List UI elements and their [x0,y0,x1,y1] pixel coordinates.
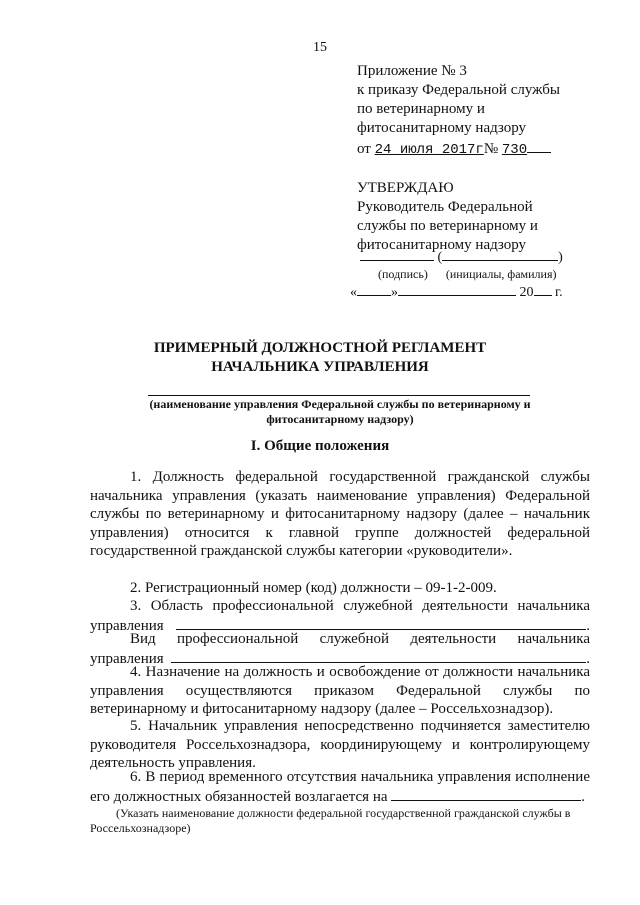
activity-area-line [176,616,586,630]
appendix-block [357,62,560,160]
month-line [398,283,516,296]
paren-open: ( [437,250,443,265]
initials-line [442,248,558,261]
quote-close: » [391,285,398,300]
activity-type-line [171,649,586,663]
order-date: 24 июля 2017г [374,142,484,158]
approval-line-3: фитосанитарному надзору [357,237,527,253]
paragraph-6-end: . [581,788,586,805]
department-caption-line-2: фитосанитарному надзору) [266,412,414,426]
year-line [534,283,552,296]
paragraph-6-text: 6. В период временного отсутствия начальника управления исполнение его должностных обязанностей возлагается на [90,769,590,805]
paragraph-2: 2. Регистрационный номер (код) должности – 09-1-2-009. [130,580,497,596]
title-line-2: НАЧАЛЬНИКА УПРАВЛЕНИЯ [211,359,429,375]
page-number: 15 [313,40,327,55]
signature-captions [348,266,598,283]
department-caption-line-1: (наименование управления Федеральной службы по ветеринарному и [149,397,531,411]
department-fill-line [148,395,530,396]
paragraph-3b-end: . [586,650,590,667]
paragraph-5: 5. Начальник управления непосредственно подчиняется заместителю руководителя Россельхознадзора, координирующему и контролирующему деятельность управления. [90,718,590,771]
document-title [0,339,640,377]
paragraph-4: 4. Назначение на должность и освобождение от должности начальника управления осуществляются приказом Федеральной службы по ветеринарному и фитосанитарному надзору (далее – Россельхознадзор). [90,664,590,717]
order-number-underline [527,138,551,153]
approval-line-1: Руководитель Федеральной [357,199,533,215]
approval-heading: УТВЕРЖДАЮ [357,180,454,196]
paragraph-1: 1. Должность федеральной государственной гражданской службы начальника управления (указать наименование управления) Федеральной службы по ветеринарному и фитосанитарному надзору (далее – начальник управления) относится к главной группе должностей федеральной государственной гражданской службы категории «руководители». [90,469,590,559]
year-prefix: 20 [519,285,534,300]
approval-line-2: службы по ветеринарному и [357,218,538,234]
signature-line [360,248,434,261]
substitute-note: (Указать наименование должности федеральной государственной гражданской службы в Россельхознадзоре) [90,806,571,835]
number-prefix: № [483,141,499,157]
title-line-1: ПРИМЕРНЫЙ ДОЛЖНОСТНОЙ РЕГЛАМЕНТ [153,340,487,356]
appendix-line-2: к приказу Федеральной службы [357,82,561,98]
paragraph-6 [90,768,590,806]
section-heading: I. Общие положения [250,438,390,454]
year-suffix: г. [555,285,563,300]
appendix-line-4: фитосанитарному надзору [357,120,527,136]
appendix-line-3: по ветеринарному и [357,101,485,117]
paragraph-3-end: . [586,617,590,634]
appendix-date-line [357,138,560,160]
date-prefix: от [357,141,371,157]
signature-block [348,248,598,301]
department-caption [100,397,580,427]
quote-open: « [350,285,357,300]
paren-close: ) [558,250,563,265]
signature-caption: (подпись) [378,267,428,281]
order-number: 730 [501,142,528,158]
initials-caption: (инициалы, фамилия) [445,267,557,281]
paragraph-3-text: 3. Область профессиональной служебной деятельности начальника управления [90,598,590,634]
paragraph-3b-text: Вид профессиональной служебной деятельности начальника управления [90,631,590,667]
date-fill-row [348,283,598,301]
day-line [357,283,391,296]
signature-line-row [348,248,598,266]
approval-block [357,179,538,255]
appendix-line-1: Приложение № 3 [357,63,467,79]
substitute-line [391,787,581,801]
